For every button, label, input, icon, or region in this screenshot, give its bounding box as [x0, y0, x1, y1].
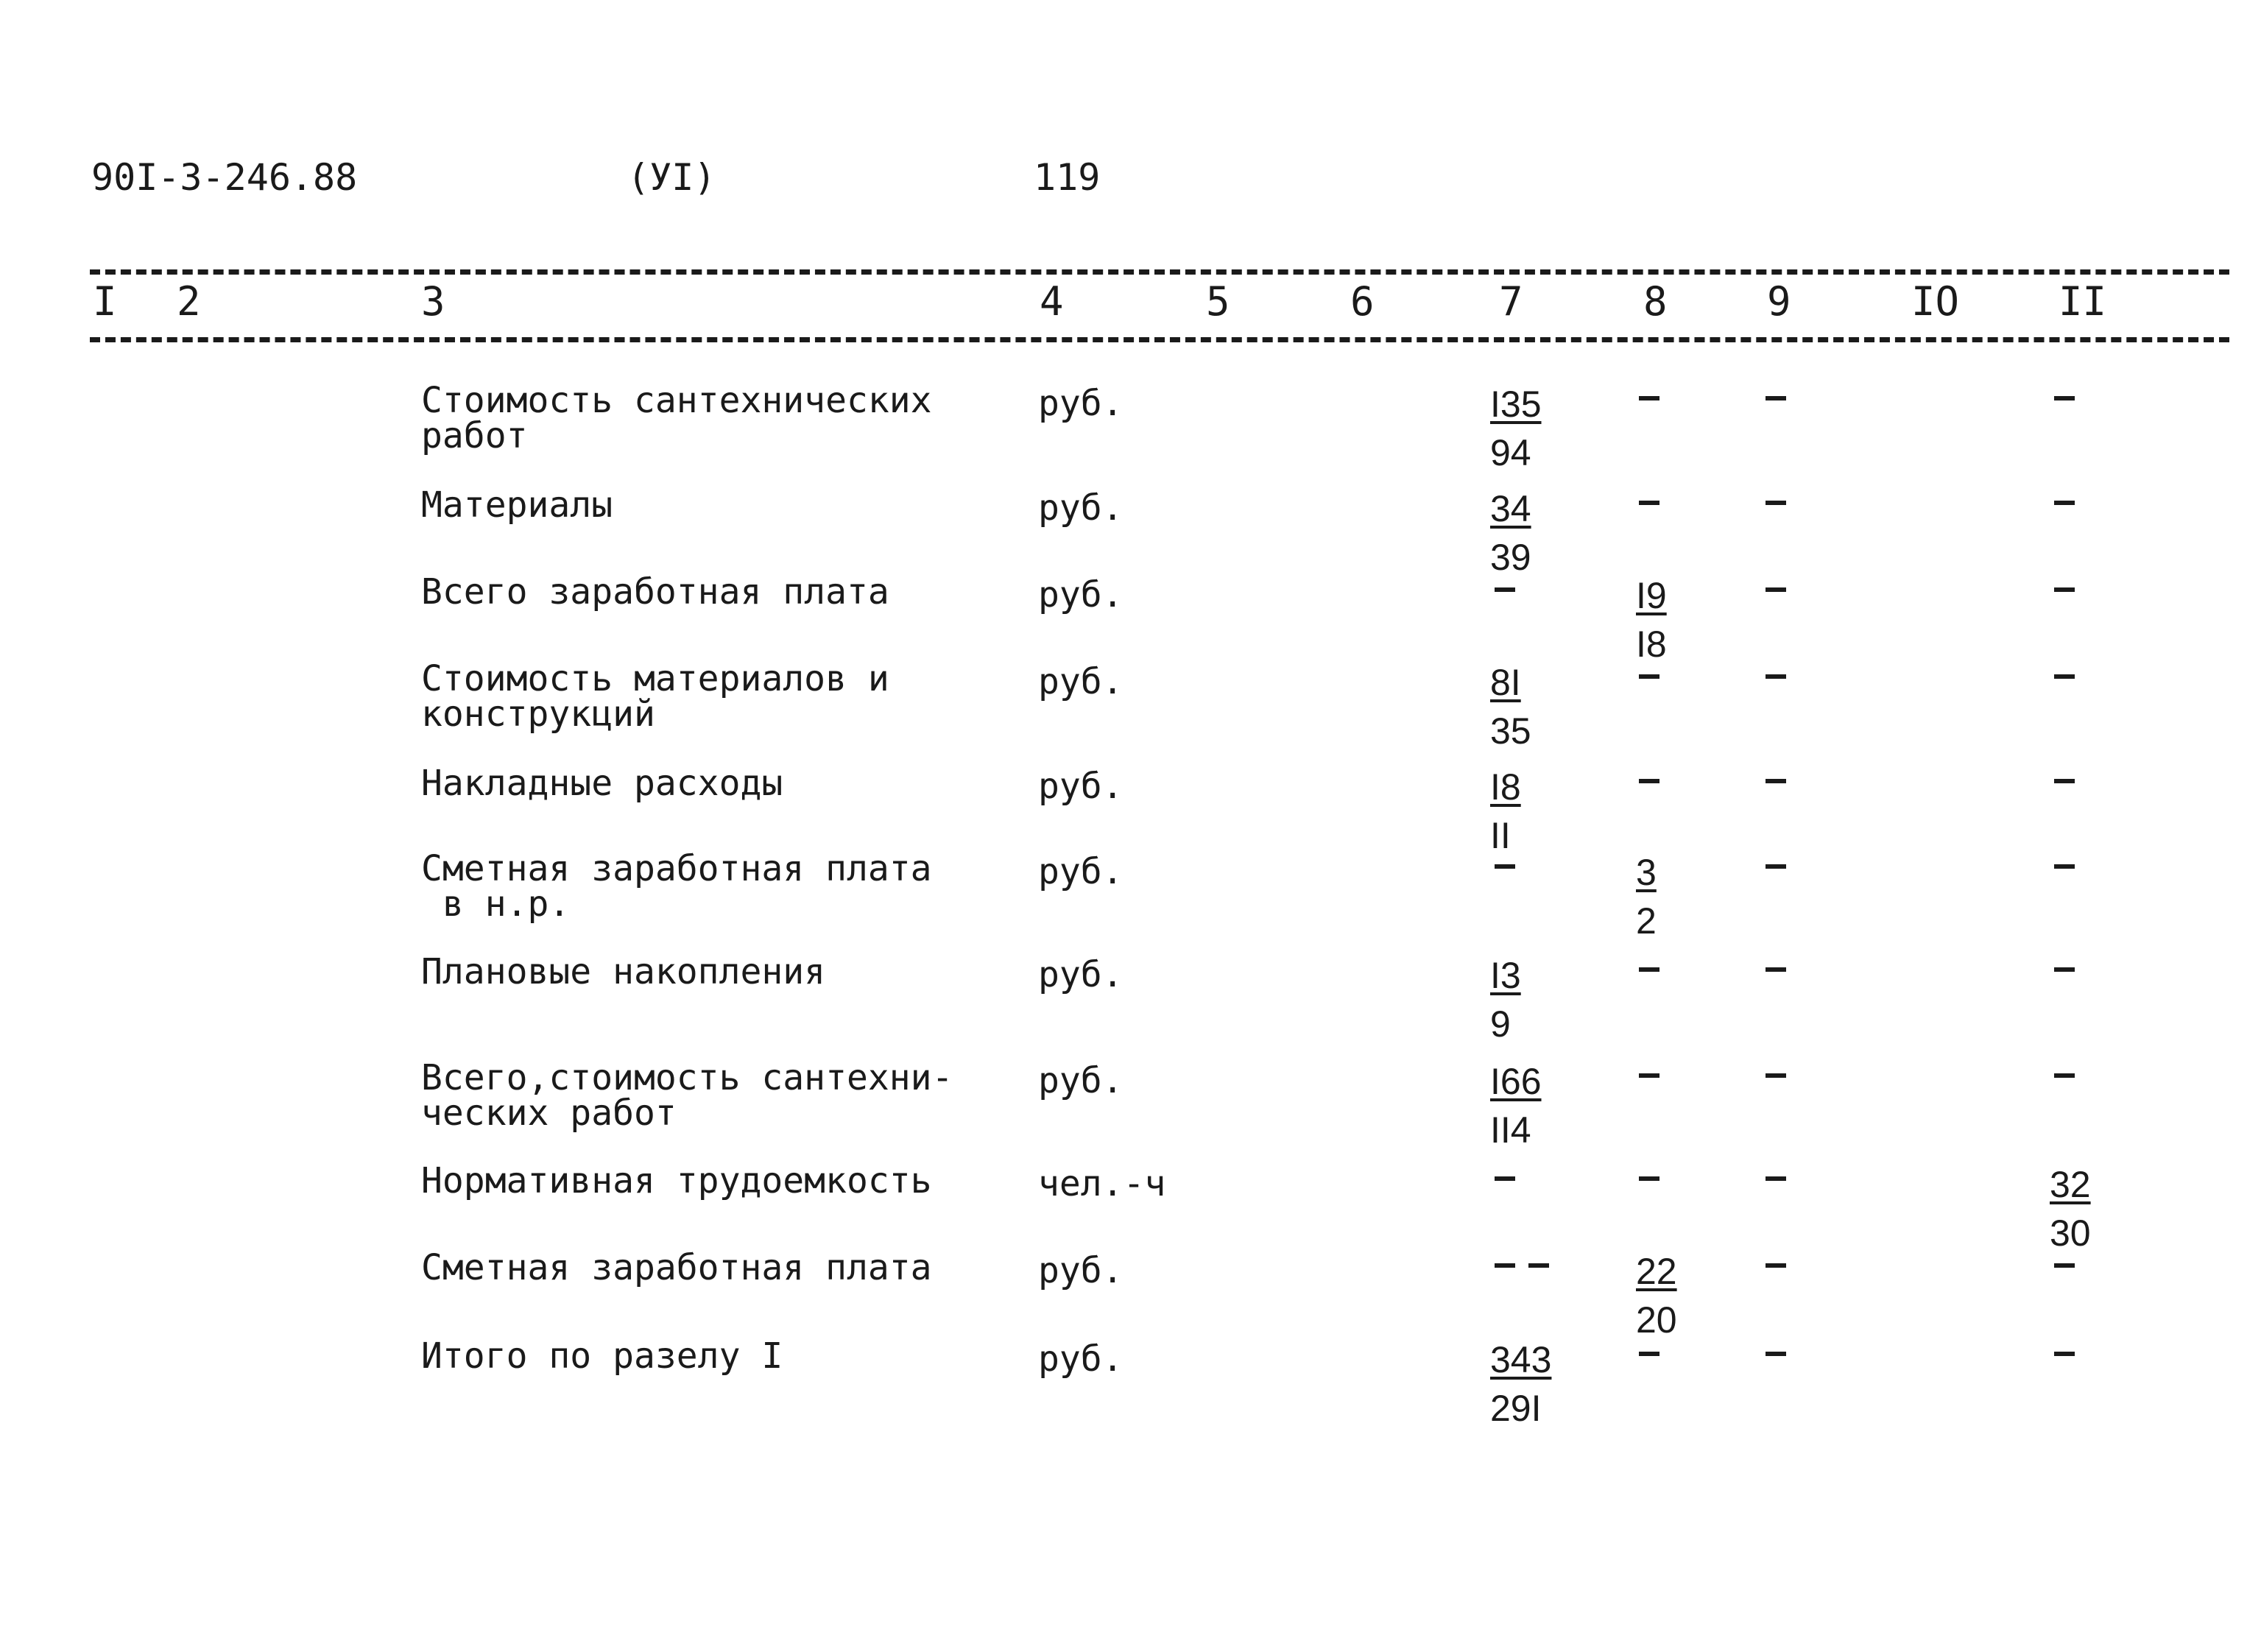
row-label-line: конструкций: [421, 693, 655, 735]
dash-text: [2054, 674, 2055, 675]
fraction-value-c7: [1490, 386, 1542, 471]
fraction-numerator: 32: [2050, 1164, 2091, 1205]
dash-mark: [1495, 1176, 1515, 1181]
empty-cell-dash-c11: [2054, 967, 2120, 982]
row-label-line: Плановые накопления: [421, 951, 826, 992]
table-row: [0, 1335, 2261, 1429]
dash-text: [1639, 967, 1640, 968]
fraction-numerator: 8I: [1490, 662, 1521, 703]
empty-cell-dash-c11: [2054, 674, 2120, 689]
dash-text: [1639, 1176, 1640, 1177]
dash-mark: [2054, 864, 2075, 869]
row-label: [421, 763, 783, 804]
dash-text: [2054, 1073, 2055, 1074]
dash-mark: [1766, 1352, 1786, 1356]
row-label: [421, 380, 932, 456]
fraction-denominator: 29I: [1490, 1388, 1542, 1429]
column-number-11: II: [2059, 278, 2107, 325]
dash-mark: [2054, 674, 2075, 679]
row-label: [421, 484, 613, 526]
row-label-line: Сметная заработная плата: [421, 848, 932, 889]
row-label-line: Сметная заработная плата: [421, 1247, 932, 1288]
table-row: [0, 658, 2261, 752]
table-row: [0, 380, 2261, 473]
row-label-line: работ: [421, 415, 528, 456]
table-row: [0, 1057, 2261, 1151]
dash-mark: [1528, 1263, 1549, 1268]
row-label: [421, 1057, 953, 1134]
empty-cell-dash-c9: [1766, 1073, 1832, 1088]
empty-cell-dash-c11: [2054, 779, 2120, 794]
page-number: 119: [1034, 156, 1101, 199]
row-unit: руб.: [1038, 851, 1124, 892]
dash-text: [2054, 396, 2055, 397]
dash-mark: [1639, 1073, 1659, 1078]
empty-cell-dash-c8: [1639, 1073, 1705, 1088]
row-label: [421, 848, 932, 925]
dash-mark: [1766, 396, 1786, 400]
dash-mark: [2054, 1073, 2075, 1078]
dash-mark: [1766, 587, 1786, 592]
dash-mark: [1766, 501, 1786, 505]
empty-cell-dash-c9: [1766, 587, 1832, 602]
fraction-denominator: 94: [1490, 432, 1531, 473]
table-row: [0, 763, 2261, 856]
dash-mark: [1766, 1263, 1786, 1268]
fraction-value-c7: [1490, 662, 1531, 752]
row-label-line: ческих работ: [421, 1092, 677, 1134]
row-label: [421, 951, 826, 992]
fraction-denominator: 2: [1636, 900, 1657, 942]
fraction-numerator: I35: [1490, 384, 1542, 425]
dash-mark: [1766, 1176, 1786, 1181]
dash-mark: [2054, 501, 2075, 505]
empty-cell-dash-c9: [1766, 501, 1832, 515]
empty-cell-dash-c11: [2054, 1352, 2120, 1366]
fraction-value-c11: [2050, 1166, 2091, 1252]
empty-cell-dash-c9: [1766, 396, 1832, 411]
dash-mark: [1639, 396, 1659, 400]
empty-cell-dash-c7: [1495, 1176, 1561, 1191]
volume-number: (УI): [627, 156, 716, 199]
row-label-line: Всего заработная плата: [421, 571, 889, 613]
row-label: [421, 1160, 932, 1201]
fraction-value-c7: [1490, 1341, 1551, 1427]
fraction-value-c8: [1636, 852, 1657, 942]
column-number-1: I: [93, 278, 117, 325]
fraction-numerator: 22: [1636, 1251, 1677, 1292]
row-label-line: Всего,стоимость сантехни-: [421, 1057, 953, 1098]
empty-cell-dash-c9: [1766, 1176, 1832, 1191]
empty-cell-dash-c11: [2054, 1263, 2120, 1278]
column-number-9: 9: [1767, 278, 1791, 325]
fraction-denominator: 20: [1636, 1299, 1677, 1341]
dash-text: [1639, 779, 1640, 780]
empty-cell-dash-c11: [2054, 501, 2120, 515]
empty-cell-dash-c7: [1495, 587, 1561, 602]
empty-cell-dash-c8: [1639, 501, 1705, 515]
fraction-numerator: I66: [1490, 1061, 1542, 1102]
table-row: [0, 1247, 2261, 1341]
empty-cell-dash-c11: [2054, 864, 2120, 879]
dash-text: [2054, 779, 2055, 780]
fraction-value-c8: [1636, 577, 1667, 663]
fraction-numerator: 34: [1490, 488, 1531, 529]
empty-cell-dash-c11: [2054, 1073, 2120, 1088]
empty-cell-dash-c8: [1639, 967, 1705, 982]
empty-cell-dash-c9: [1766, 1263, 1832, 1278]
empty-cell-dash-c8: [1639, 396, 1705, 411]
dash-mark: [1495, 1263, 1515, 1268]
fraction-value-c7: [1490, 955, 1521, 1045]
row-label-line: в н.р.: [421, 883, 571, 925]
row-unit: руб.: [1038, 1250, 1124, 1291]
row-label: [421, 1247, 932, 1288]
row-unit: руб.: [1038, 1338, 1124, 1380]
fraction-value-c8: [1636, 1251, 1677, 1341]
row-label: [421, 571, 889, 613]
dash-mark: [1766, 779, 1786, 783]
column-number-3: 3: [421, 278, 445, 325]
empty-cell-dash-c11: [2054, 396, 2120, 411]
fraction-denominator: 9: [1490, 1003, 1511, 1045]
empty-cell-dash-c9: [1766, 1352, 1832, 1366]
empty-cell-dash-c8: [1639, 1352, 1705, 1366]
empty-cell-dash-c9: [1766, 779, 1832, 794]
table-row: [0, 571, 2261, 665]
dash-text: [1639, 674, 1640, 675]
dash-text: [2054, 1263, 2055, 1264]
dash-text: [2054, 967, 2055, 968]
empty-cell-dash-c9: [1766, 864, 1832, 879]
empty-cell-dash-c9: [1766, 674, 1832, 689]
row-unit: чел.-ч: [1038, 1163, 1166, 1204]
empty-cell-dash-c7: [1495, 1263, 1561, 1278]
dash-mark: [2054, 396, 2075, 400]
dash-text: [1495, 1263, 1496, 1264]
fraction-denominator: 30: [2050, 1212, 2091, 1254]
table-row: [0, 1160, 2261, 1254]
dash-mark: [2054, 779, 2075, 783]
dash-mark: [1766, 674, 1786, 679]
dash-text: [2054, 864, 2055, 865]
dash-text: [1639, 1073, 1640, 1074]
row-unit: руб.: [1038, 1060, 1124, 1101]
row-unit: руб.: [1038, 574, 1124, 615]
column-number-5: 5: [1206, 278, 1230, 325]
fraction-numerator: 343: [1490, 1339, 1552, 1380]
row-label: [421, 658, 889, 735]
fraction-value-c7: [1490, 1061, 1542, 1151]
empty-cell-dash-c8: [1639, 674, 1705, 689]
empty-cell-dash-c7: [1495, 864, 1561, 879]
row-unit: руб.: [1038, 383, 1124, 424]
dash-mark: [1639, 1176, 1659, 1181]
dash-mark: [1766, 864, 1786, 869]
table-row: [0, 951, 2261, 1045]
row-unit: руб.: [1038, 487, 1124, 529]
empty-cell-dash-c9: [1766, 967, 1832, 982]
dash-mark: [2054, 967, 2075, 972]
fraction-denominator: 39: [1490, 537, 1531, 578]
dash-mark: [1639, 967, 1659, 972]
dash-mark: [1495, 864, 1515, 869]
dash-mark: [2054, 587, 2075, 592]
fraction-numerator: I9: [1636, 575, 1667, 616]
fraction-denominator: II4: [1490, 1109, 1531, 1151]
fraction-numerator: I8: [1490, 766, 1521, 808]
empty-cell-dash-c11: [2054, 587, 2120, 602]
row-unit: руб.: [1038, 661, 1124, 702]
dash-mark: [1639, 501, 1659, 505]
row-label-line: Нормативная трудоемкость: [421, 1160, 932, 1201]
row-label-line: Материалы: [421, 484, 613, 526]
dash-mark: [2054, 1263, 2075, 1268]
row-unit: руб.: [1038, 766, 1124, 807]
dash-mark: [2054, 1352, 2075, 1356]
row-label-line: Стоимость сантехнических: [421, 380, 932, 421]
column-number-6: 6: [1350, 278, 1375, 325]
fraction-denominator: II: [1490, 815, 1511, 856]
dash-mark: [1766, 967, 1786, 972]
table-header-rule: [90, 337, 2229, 342]
dash-mark: [1639, 779, 1659, 783]
empty-cell-dash-c8: [1639, 779, 1705, 794]
dash-text: [2054, 587, 2055, 588]
row-label-line: Накладные расходы: [421, 763, 783, 804]
fraction-value-c7: [1490, 490, 1531, 576]
row-label: [421, 1335, 783, 1377]
table-row: [0, 848, 2261, 942]
column-number-7: 7: [1499, 278, 1523, 325]
row-unit: руб.: [1038, 954, 1124, 995]
fraction-denominator: 35: [1490, 710, 1531, 752]
column-number-8: 8: [1643, 278, 1668, 325]
dash-mark: [1639, 674, 1659, 679]
document-code: 90I-3-246.88: [91, 156, 358, 199]
table-top-rule: [90, 269, 2229, 275]
fraction-numerator: I3: [1490, 955, 1521, 996]
table-row: [0, 484, 2261, 578]
row-label-line: Итого по разелу I: [421, 1335, 783, 1377]
fraction-value-c7: [1490, 766, 1521, 856]
column-number-10: IO: [1911, 278, 1960, 325]
dash-text: [1639, 396, 1640, 397]
column-number-4: 4: [1040, 278, 1064, 325]
fraction-numerator: 3: [1636, 852, 1657, 893]
row-label-line: Стоимость материалов и: [421, 658, 889, 699]
fraction-denominator: I8: [1636, 624, 1667, 665]
dash-mark: [1766, 1073, 1786, 1078]
dash-mark: [1639, 1352, 1659, 1356]
empty-cell-dash-c8: [1639, 1176, 1705, 1191]
column-number-2: 2: [177, 278, 201, 325]
dash-mark: [1495, 587, 1515, 592]
